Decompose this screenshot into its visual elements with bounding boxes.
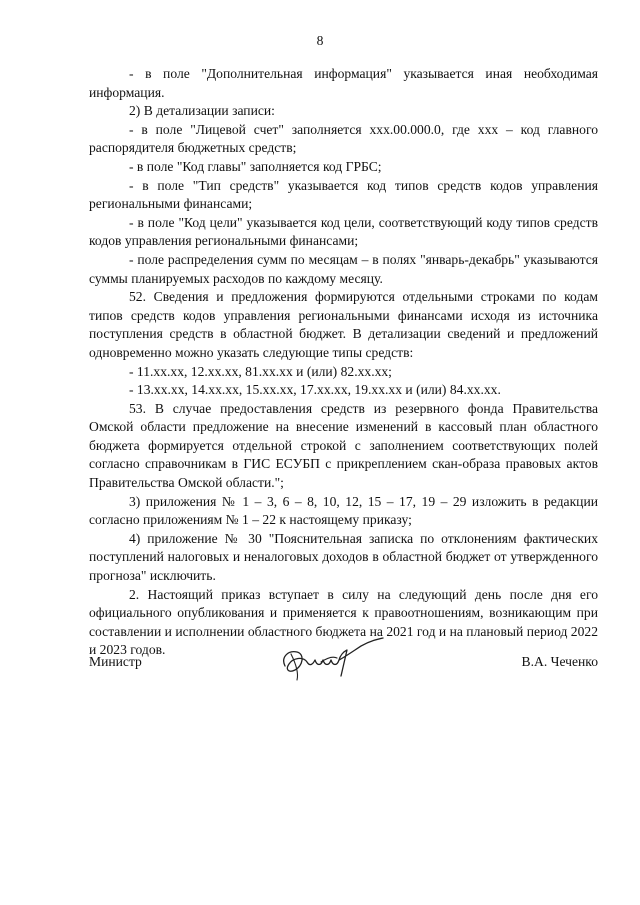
paragraph: 2) В детализации записи: [129, 103, 275, 119]
paragraph: 53. В случае предоставления средств из резервного фонда Правительства Омской области предложение на внесение изменений в кассовый план областного бюджета формируется отдельной строкой с заполнением соответствующих полей согласно справочникам в ГИС ЕСУБП с прикреплением скан-образа правовых актов Правительства Омской области."; [89, 400, 598, 491]
page-number: 8 [316, 33, 324, 48]
document-body [89, 65, 598, 660]
paragraph: - поле распределения сумм по месяцам – в полях "январь-декабрь" указываются суммы планируемых расходов по каждому месяцу. [89, 251, 598, 286]
signatory-position: Министр [89, 654, 142, 669]
paragraph: - в поле "Лицевой счет" заполняется xxx.00.000.0, где xxx – код главного распорядителя бюджетных средств; [89, 121, 598, 156]
handwritten-signature [277, 636, 387, 688]
paragraph: - в поле "Код главы" заполняется код ГРБС; [129, 158, 382, 174]
paragraph: - 13.хх.хх, 14.хх.хх, 15.хх.хх, 17.хх.хх, 19.хх.хх и (или) 84.хх.хх. [129, 382, 501, 398]
paragraph: - в поле "Дополнительная информация" указывается иная необходимая информация. [89, 66, 598, 100]
paragraph: 4) приложение № 30 "Пояснительная записка по отклонениям фактических поступлений налоговых и неналоговых доходов в областной бюджет от утвержденного прогноза" исключить. [89, 530, 598, 584]
paragraph: - 11.хх.хх, 12.хх.хх, 81.хх.хх и (или) 82.хх.хх; [129, 363, 392, 379]
paragraph: 52. Сведения и предложения формируются отдельными строками по кодам типов средств кодов управления региональными финансами исходя из источника поступления средств в областной бюджет. В детализации сведений и предложений одновременно можно указать следующие типы средств: [89, 289, 598, 360]
signatory-name: В.А. Чеченко [521, 654, 598, 669]
paragraph: 2. Настоящий приказ вступает в силу на следующий день после дня его официального опубликования и применяется к правоотношениям, возникающим при составлении и исполнении областного бюджета на 2021 год и на плановый период 2022 и 2023 годов. [89, 586, 598, 658]
paragraph: - в поле "Код цели" указывается код цели, соответствующий коду типов средств кодов управления региональными финансами; [89, 214, 598, 249]
paragraph: 3) приложения № 1 – 3, 6 – 8, 10, 12, 15 – 17, 19 – 29 изложить в редакции согласно приложениям № 1 – 22 к настоящему приказу; [89, 493, 598, 528]
paragraph: - в поле "Тип средств" указывается код типов средств кодов управления региональными финансами; [89, 177, 598, 212]
signature-block [89, 640, 598, 700]
